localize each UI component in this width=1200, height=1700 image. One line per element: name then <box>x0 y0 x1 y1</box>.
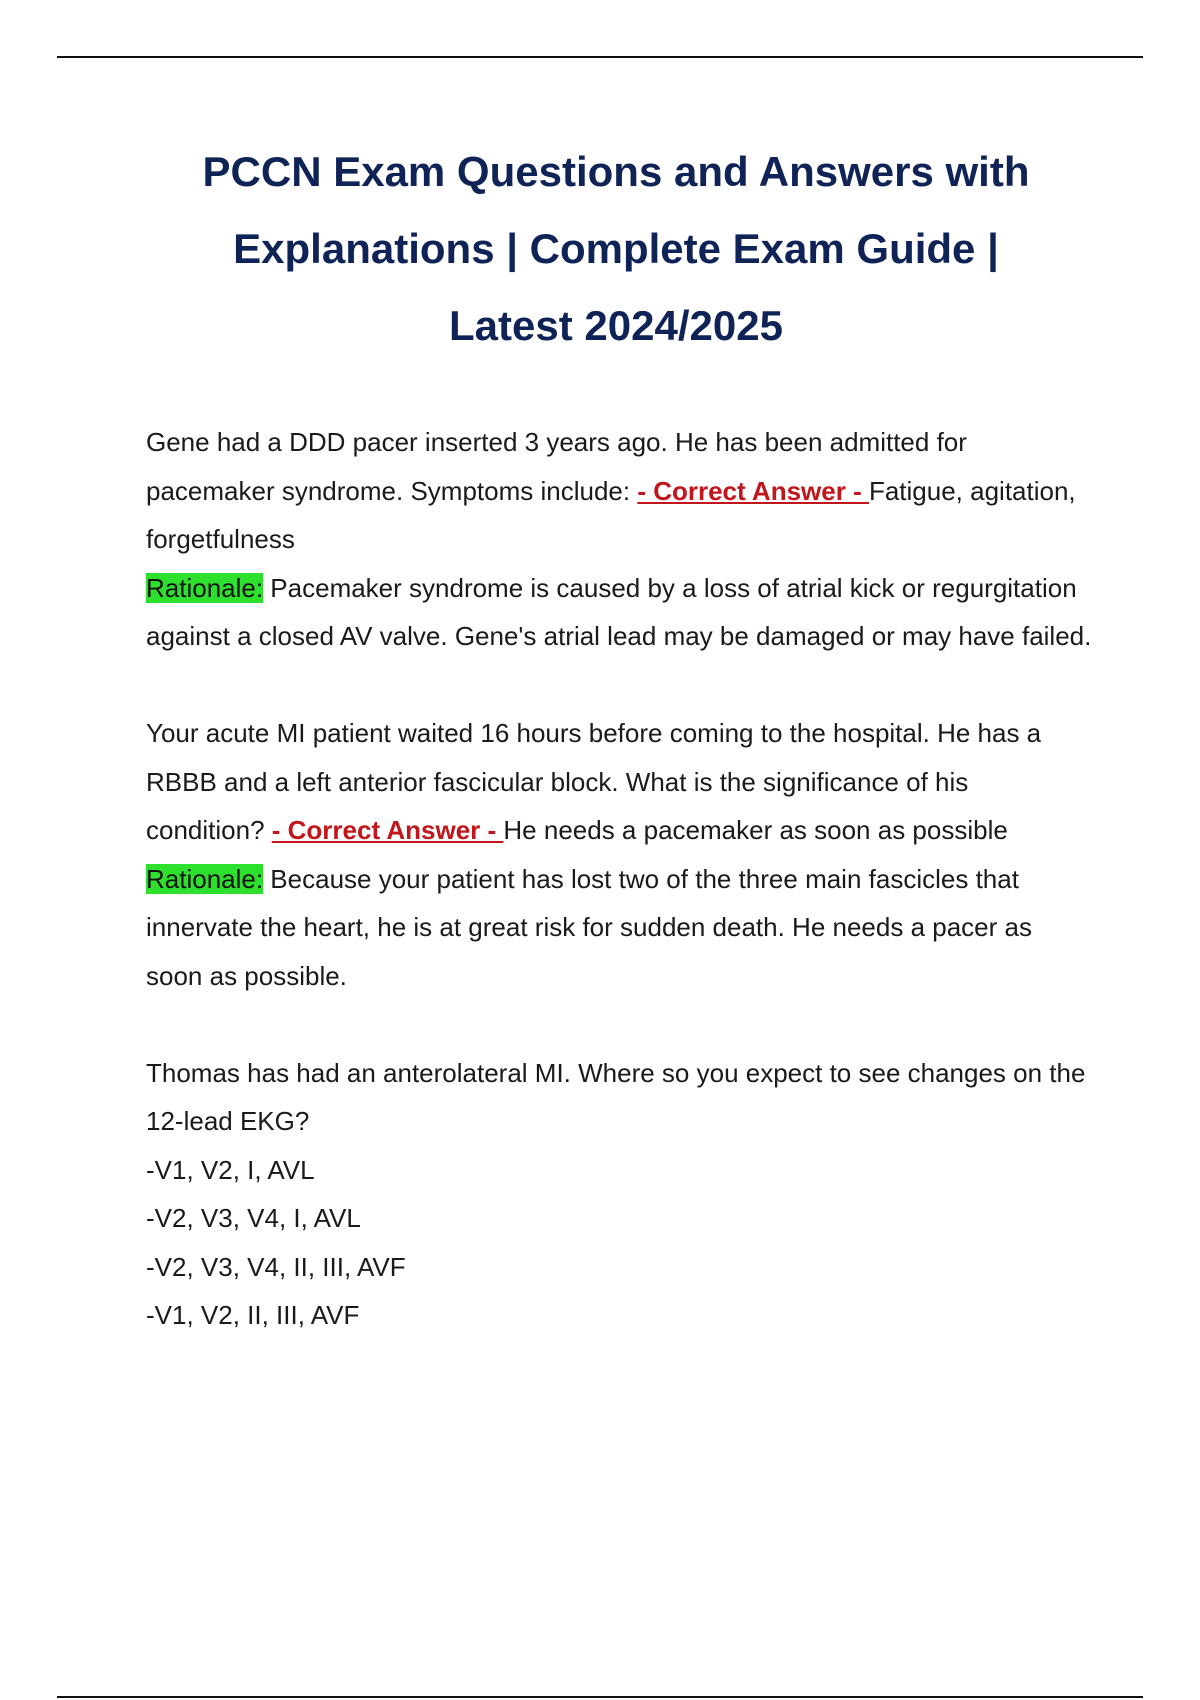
question-3-text: Thomas has had an anterolateral MI. Where so you expect to see changes on the 12-lead EKG? <box>146 1057 1086 1136</box>
question-block-1 <box>146 418 1094 661</box>
correct-answer-label: - Correct Answer - <box>637 475 869 506</box>
title-line-2: Explanations | Complete Exam Guide | <box>233 225 999 272</box>
question-1-text: Gene had a DDD pacer inserted 3 years ago. He has been admitted for pacemaker syndrome. Symptoms include: <box>146 427 967 506</box>
option-3: -V2, V3, V4, II, III, AVF <box>146 1251 406 1282</box>
title-line-1: PCCN Exam Questions and Answers with <box>202 148 1030 195</box>
spacer <box>146 1000 1094 1049</box>
page-title <box>120 133 1112 364</box>
correct-answer-label: - Correct Answer - <box>271 815 504 845</box>
rationale-label: Rationale: <box>146 863 264 894</box>
question-1-answer: Fatigue, agitation, forgetfulness <box>146 475 1076 554</box>
bottom-divider <box>57 1696 1143 1698</box>
top-divider <box>57 56 1143 58</box>
document-body <box>146 418 1094 1340</box>
rationale-1-text: Pacemaker syndrome is caused by a loss of atrial kick or regurgitation against a closed AV valve. Gene's atrial lead may be damaged or may have failed. <box>146 572 1092 651</box>
spacer <box>146 661 1094 710</box>
option-1: -V1, V2, I, AVL <box>146 1154 315 1185</box>
question-block-3 <box>146 1049 1094 1340</box>
title-line-3: Latest 2024/2025 <box>449 302 783 349</box>
rationale-1 <box>146 564 1094 661</box>
option-2: -V2, V3, V4, I, AVL <box>146 1203 361 1233</box>
rationale-2 <box>146 855 1094 1001</box>
option-4: -V1, V2, II, III, AVF <box>146 1300 360 1330</box>
question-2 <box>146 709 1094 855</box>
question-block-2 <box>146 709 1094 1000</box>
question-2-answer: He needs a pacemaker as soon as possible <box>503 815 1008 845</box>
rationale-label: Rationale: <box>146 572 264 603</box>
rationale-2-text: Because your patient has lost two of the three main fascicles that innervate the heart, he is at great risk for sudden death. He needs a pacer as soon as possible. <box>146 863 1032 991</box>
question-1 <box>146 418 1094 564</box>
question-2-text: Your acute MI patient waited 16 hours before coming to the hospital. He has a RBBB and a left anterior fascicular block. What is the significance of his condition? <box>146 718 1042 845</box>
